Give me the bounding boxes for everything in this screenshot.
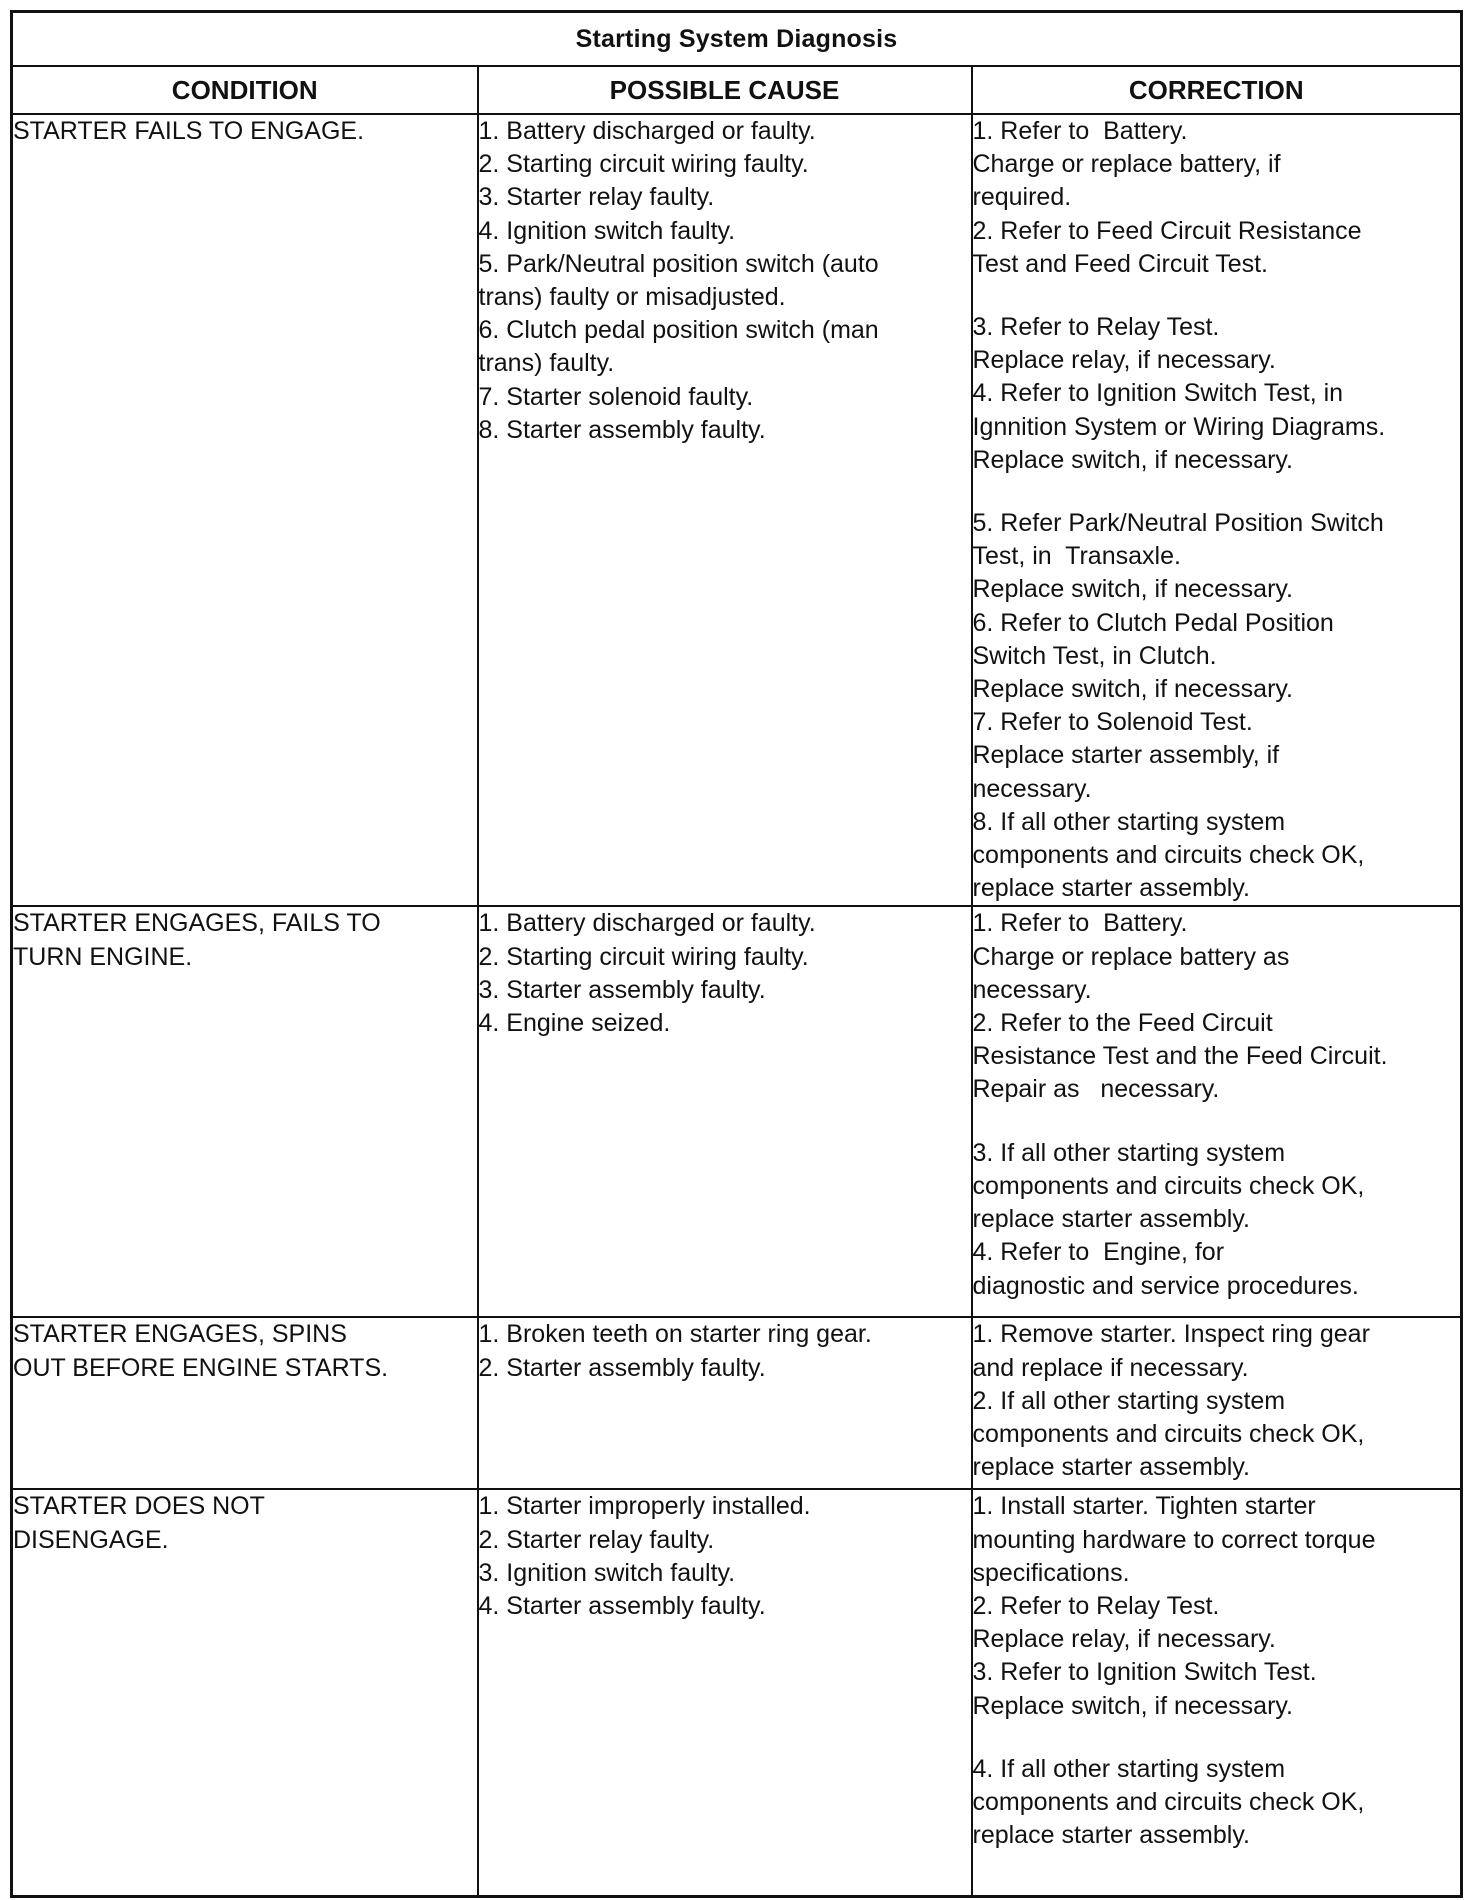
correction-line: Ignnition System or Wiring Diagrams. (972, 412, 1386, 441)
correction-line: 8. If all other starting system (972, 807, 1286, 836)
cause-line: 2. Starting circuit wiring faulty. (478, 150, 809, 179)
condition-text: STARTER FAILS TO ENGAGE. (13, 117, 365, 145)
cause-line: 2. Starter assembly faulty. (478, 1353, 766, 1382)
spacer (973, 1723, 1461, 1753)
condition-text: STARTER DOES NOT (13, 1492, 265, 1521)
cause-line: 4. Ignition switch faulty. (478, 216, 736, 245)
correction-line: 4. If all other starting system (972, 1754, 1286, 1783)
correction-line: Test and Feed Circuit Test. (972, 249, 1269, 278)
correction-cell (972, 1489, 1462, 1897)
correction-cell (972, 1317, 1462, 1489)
correction-line: Replace switch, if necessary. (972, 675, 1293, 704)
correction-line: replace starter assembly. (972, 1205, 1250, 1234)
correction-line: 1. Refer to Battery. (972, 117, 1188, 145)
correction-line: Switch Test, in Clutch. (972, 641, 1217, 670)
cause-line: 7. Starter solenoid faulty. (478, 382, 754, 411)
condition-cell (12, 906, 478, 1317)
correction-line: Replace switch, if necessary. (972, 445, 1293, 474)
diagnosis-table (10, 10, 1463, 1898)
correction-line: Repair as necessary. (972, 1075, 1220, 1104)
header-condition: CONDITION (12, 66, 478, 114)
cause-line: 1. Battery discharged or faulty. (478, 909, 816, 938)
correction-line: Replace starter assembly, if (972, 741, 1280, 770)
correction-line: replace starter assembly. (972, 1821, 1250, 1850)
cause-line: 1. Battery discharged or faulty. (478, 117, 816, 145)
correction-line: 1. Install starter. Tighten starter (972, 1492, 1316, 1521)
correction-line: Test, in Transaxle. (972, 542, 1181, 571)
cause-line: trans) faulty. (478, 349, 615, 378)
correction-line: 2. Refer to Relay Test. (972, 1592, 1220, 1621)
cause-cell (478, 906, 972, 1317)
cause-line: 4. Starter assembly faulty. (478, 1592, 766, 1621)
correction-line: 2. Refer to Feed Circuit Resistance (972, 216, 1362, 245)
correction-line: 7. Refer to Solenoid Test. (972, 708, 1253, 737)
condition-text: DISENGAGE. (13, 1525, 169, 1554)
table-row (12, 906, 1462, 1317)
correction-line: and replace if necessary. (972, 1353, 1249, 1382)
cause-line: 5. Park/Neutral position switch (auto (478, 249, 879, 278)
correction-line: 6. Refer to Clutch Pedal Position (972, 608, 1334, 637)
correction-line: Replace relay, if necessary. (972, 1625, 1276, 1654)
correction-line: Resistance Test and the Feed Circuit. (972, 1042, 1388, 1071)
correction-line: Replace switch, if necessary. (972, 575, 1293, 604)
correction-line: 3. If all other starting system (972, 1138, 1286, 1167)
cause-line: trans) faulty or misadjusted. (478, 283, 786, 312)
correction-line: 1. Refer to Battery. (972, 909, 1188, 938)
correction-line: necessary. (972, 774, 1092, 803)
condition-text: STARTER ENGAGES, FAILS TO (13, 909, 381, 938)
spacer (973, 477, 1461, 507)
correction-line: components and circuits check OK, (972, 841, 1365, 870)
header-correction: CORRECTION (972, 66, 1462, 114)
correction-line: replace starter assembly. (972, 1453, 1250, 1482)
cause-cell (478, 1489, 972, 1897)
cause-cell (478, 114, 972, 906)
correction-line: replace starter assembly. (972, 874, 1250, 903)
correction-line: Replace switch, if necessary. (972, 1691, 1293, 1720)
correction-cell (972, 114, 1462, 906)
spacer (973, 281, 1461, 311)
spacer (973, 1107, 1461, 1137)
correction-line: components and circuits check OK, (972, 1171, 1365, 1200)
correction-line: specifications. (972, 1558, 1130, 1587)
correction-line: Charge or replace battery, if (972, 150, 1281, 179)
table-title: Starting System Diagnosis (12, 12, 1462, 67)
condition-cell (12, 1489, 478, 1897)
cause-line: 2. Starting circuit wiring faulty. (478, 942, 809, 971)
correction-line: 4. Refer to Ignition Switch Test, in (972, 379, 1344, 408)
cause-line: 4. Engine seized. (478, 1009, 671, 1038)
correction-line: 2. If all other starting system (972, 1386, 1286, 1415)
correction-line: Replace relay, if necessary. (972, 346, 1276, 375)
header-row (12, 66, 1462, 114)
cause-cell (478, 1317, 972, 1489)
correction-line: 3. Refer to Ignition Switch Test. (972, 1658, 1317, 1687)
correction-line: required. (972, 183, 1072, 212)
cause-line: 1. Starter improperly installed. (478, 1492, 811, 1521)
table-row (12, 1317, 1462, 1489)
cause-line: 3. Starter relay faulty. (478, 183, 715, 212)
condition-text: STARTER ENGAGES, SPINS (13, 1320, 347, 1349)
condition-text: TURN ENGINE. (13, 942, 193, 971)
condition-text: OUT BEFORE ENGINE STARTS. (13, 1353, 389, 1382)
correction-cell (972, 906, 1462, 1317)
table-row (12, 114, 1462, 906)
correction-line: 2. Refer to the Feed Circuit (972, 1009, 1273, 1038)
correction-line: 3. Refer to Relay Test. (972, 313, 1220, 342)
cause-line: 3. Ignition switch faulty. (478, 1558, 736, 1587)
correction-line: components and circuits check OK, (972, 1788, 1365, 1817)
title-row (12, 12, 1462, 67)
condition-cell (12, 114, 478, 906)
correction-line: 5. Refer Park/Neutral Position Switch (972, 509, 1384, 538)
correction-line: diagnostic and service procedures. (972, 1271, 1359, 1300)
cause-line: 1. Broken teeth on starter ring gear. (478, 1320, 872, 1349)
correction-line: 4. Refer to Engine, for (972, 1238, 1225, 1267)
cause-line: 2. Starter relay faulty. (478, 1525, 715, 1554)
condition-cell (12, 1317, 478, 1489)
cause-line: 8. Starter assembly faulty. (478, 415, 766, 444)
header-possible-cause: POSSIBLE CAUSE (478, 66, 972, 114)
cause-line: 6. Clutch pedal position switch (man (478, 316, 879, 345)
correction-line: 1. Remove starter. Inspect ring gear (972, 1320, 1370, 1349)
correction-line: components and circuits check OK, (972, 1420, 1365, 1449)
correction-line: necessary. (972, 975, 1092, 1004)
correction-line: mounting hardware to correct torque (972, 1525, 1376, 1554)
table-row (12, 1489, 1462, 1897)
cause-line: 3. Starter assembly faulty. (478, 975, 766, 1004)
correction-line: Charge or replace battery as (972, 942, 1290, 971)
